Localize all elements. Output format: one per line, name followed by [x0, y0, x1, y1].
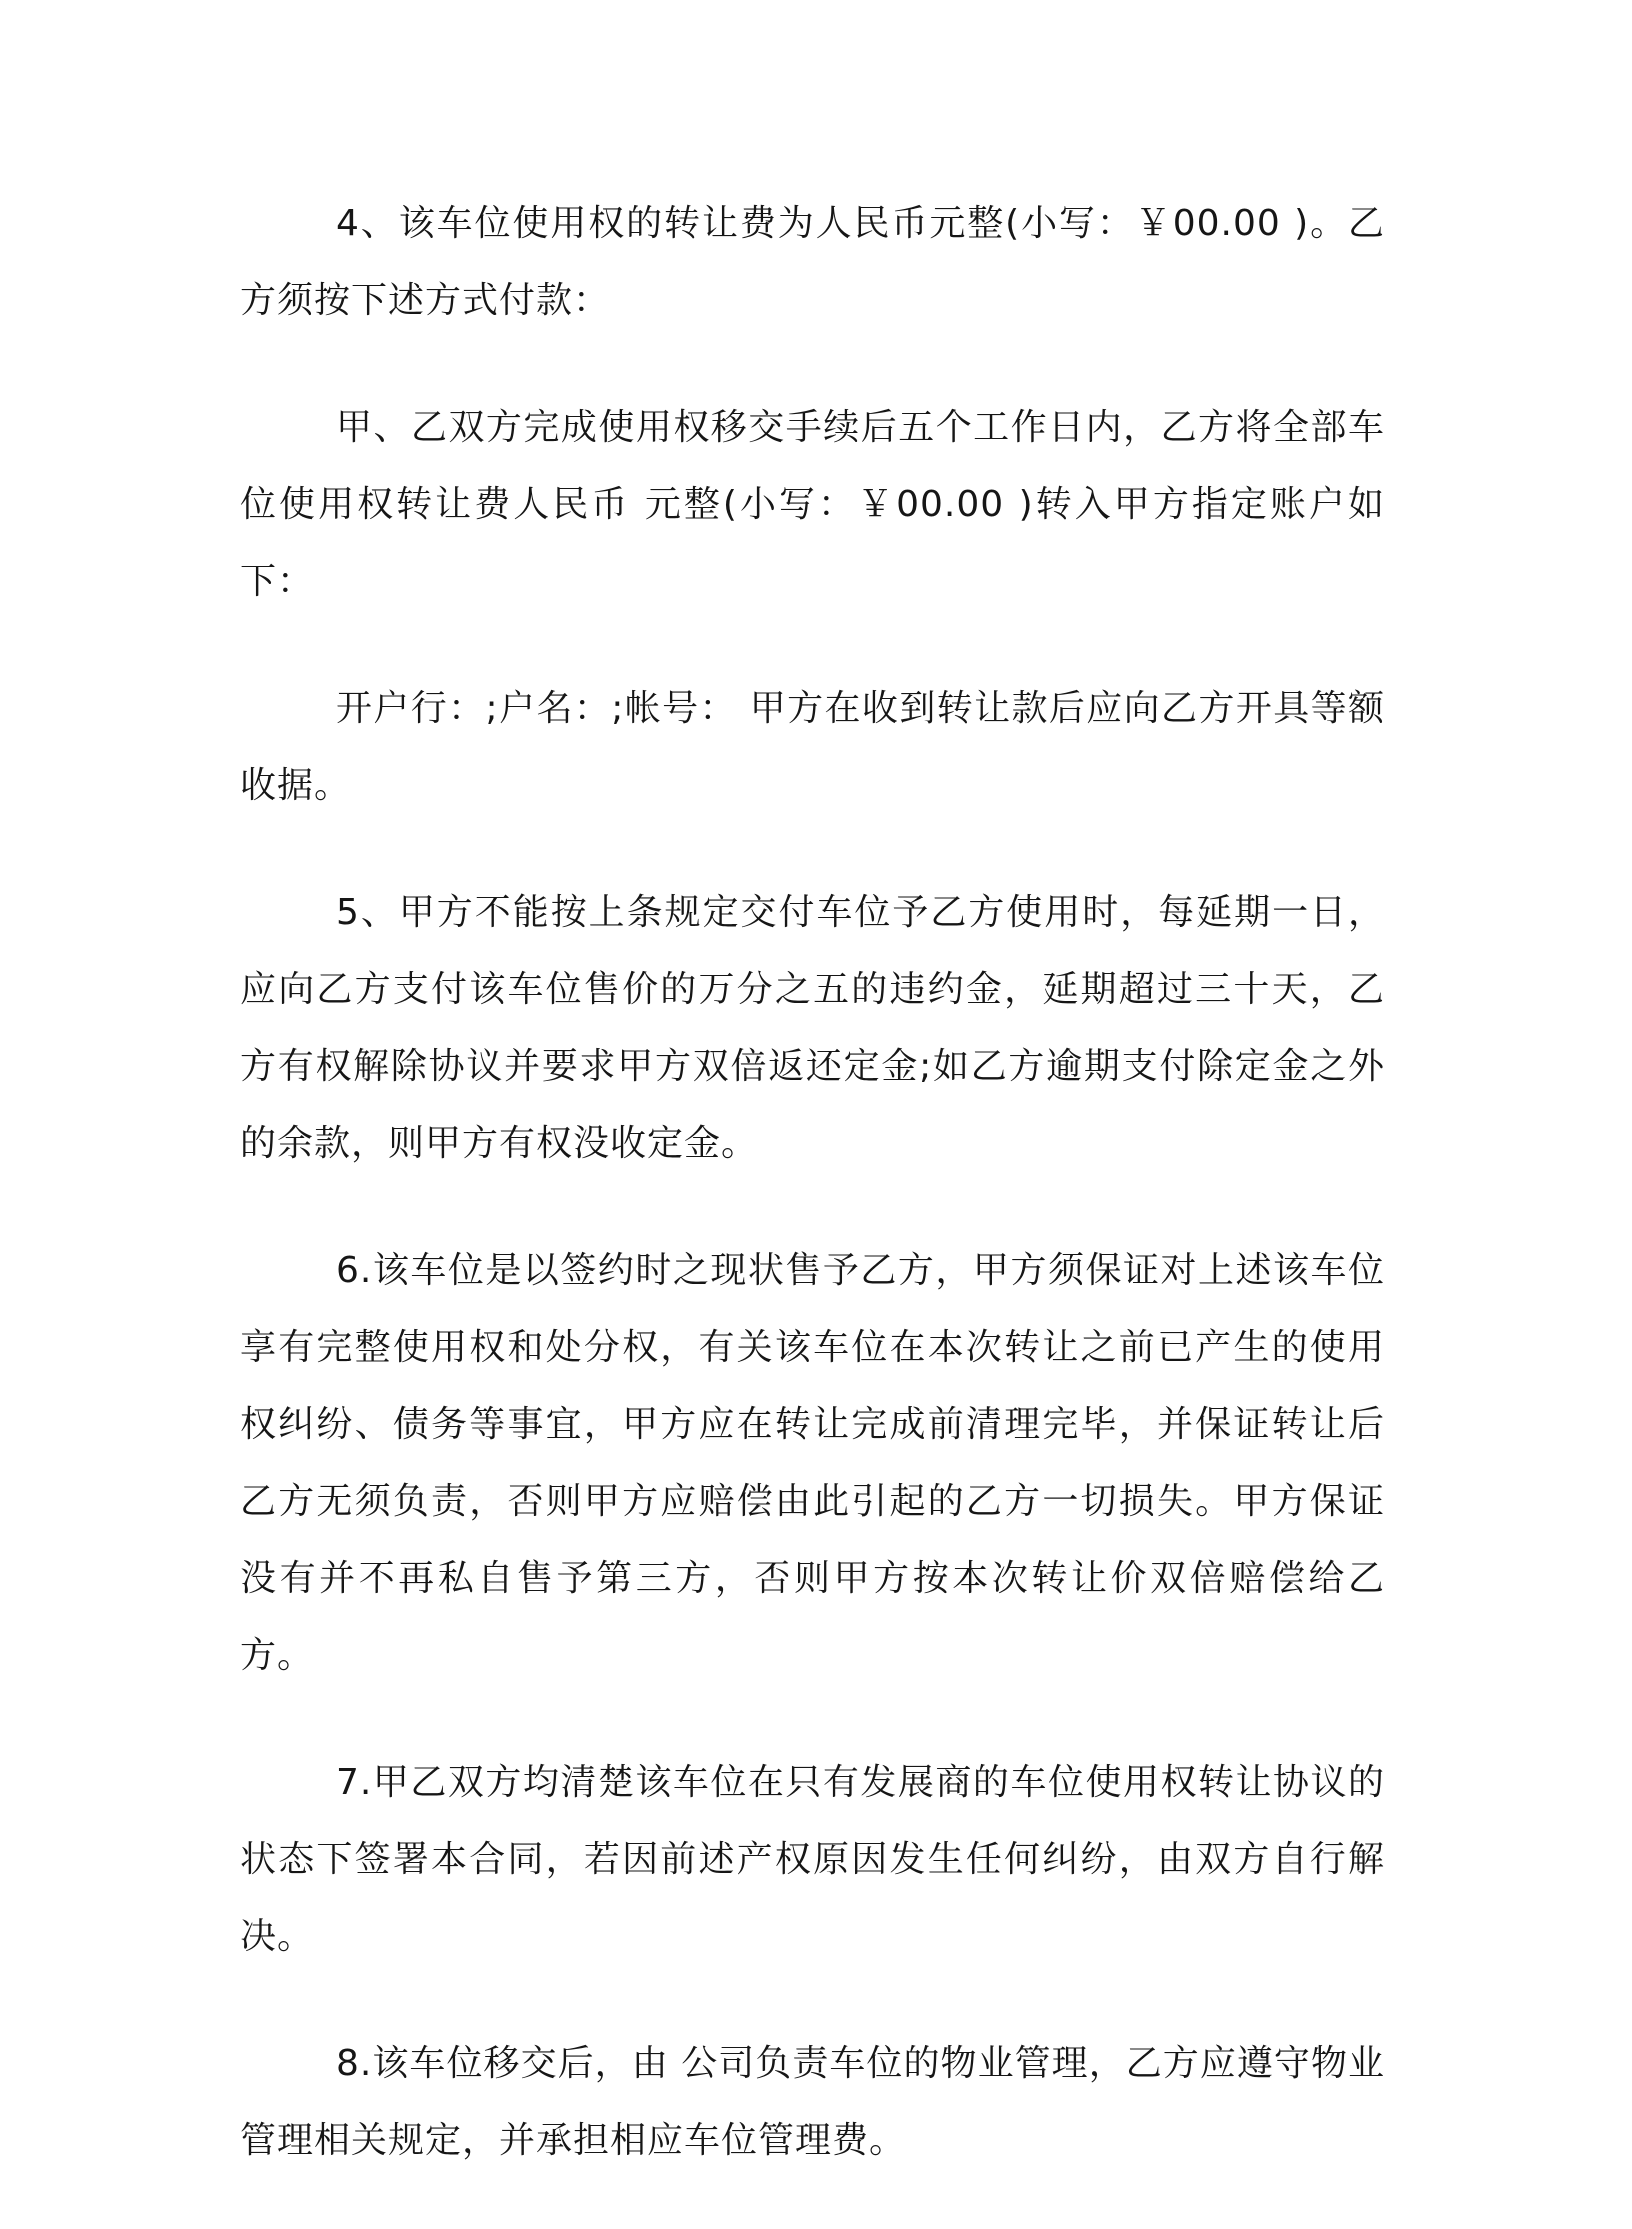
paragraph-clause-8: 8.该车位移交后，由 公司负责车位的物业管理，乙方应遵守物业管理相关规定，并承担相应车位管理费。 [240, 2043, 1385, 2161]
paragraph-payment-method: 甲、乙双方完成使用权移交手续后五个工作日内，乙方将全部车位使用权转让费人民币 元整(小写：￥00.00 )转入甲方指定账户如下： [240, 407, 1385, 602]
paragraph-payment-fee: 4、该车位使用权的转让费为人民币元整(小写：￥00.00 )。乙方须按下述方式付款： [240, 203, 1385, 321]
paragraph-bank-account: 开户行：;户名：;帐号： 甲方在收到转让款后应向乙方开具等额收据。 [240, 688, 1385, 806]
paragraph-clause-7: 7.甲乙双方均清楚该车位在只有发展商的车位使用权转让协议的状态下签署本合同，若因前述产权原因发生任何纠纷，由双方自行解决。 [240, 1762, 1385, 1957]
document-body [240, 185, 1385, 2229]
paragraph-clause-5: 5、甲方不能按上条规定交付车位予乙方使用时，每延期一日，应向乙方支付该车位售价的万分之五的违约金，延期超过三十天，乙方有权解除协议并要求甲方双倍返还定金;如乙方逾期支付除定金之外的余款，则甲方有权没收定金。 [240, 892, 1385, 1164]
paragraph-clause-6: 6.该车位是以签约时之现状售予乙方，甲方须保证对上述该车位享有完整使用权和处分权，有关该车位在本次转让之前已产生的使用权纠纷、债务等事宜，甲方应在转让完成前清理完毕，并保证转让后乙方无须负责，否则甲方应赔偿由此引起的乙方一切损失。甲方保证没有并不再私自售予第三方，否则甲方按本次转让价双倍赔偿给乙方。 [240, 1250, 1385, 1676]
